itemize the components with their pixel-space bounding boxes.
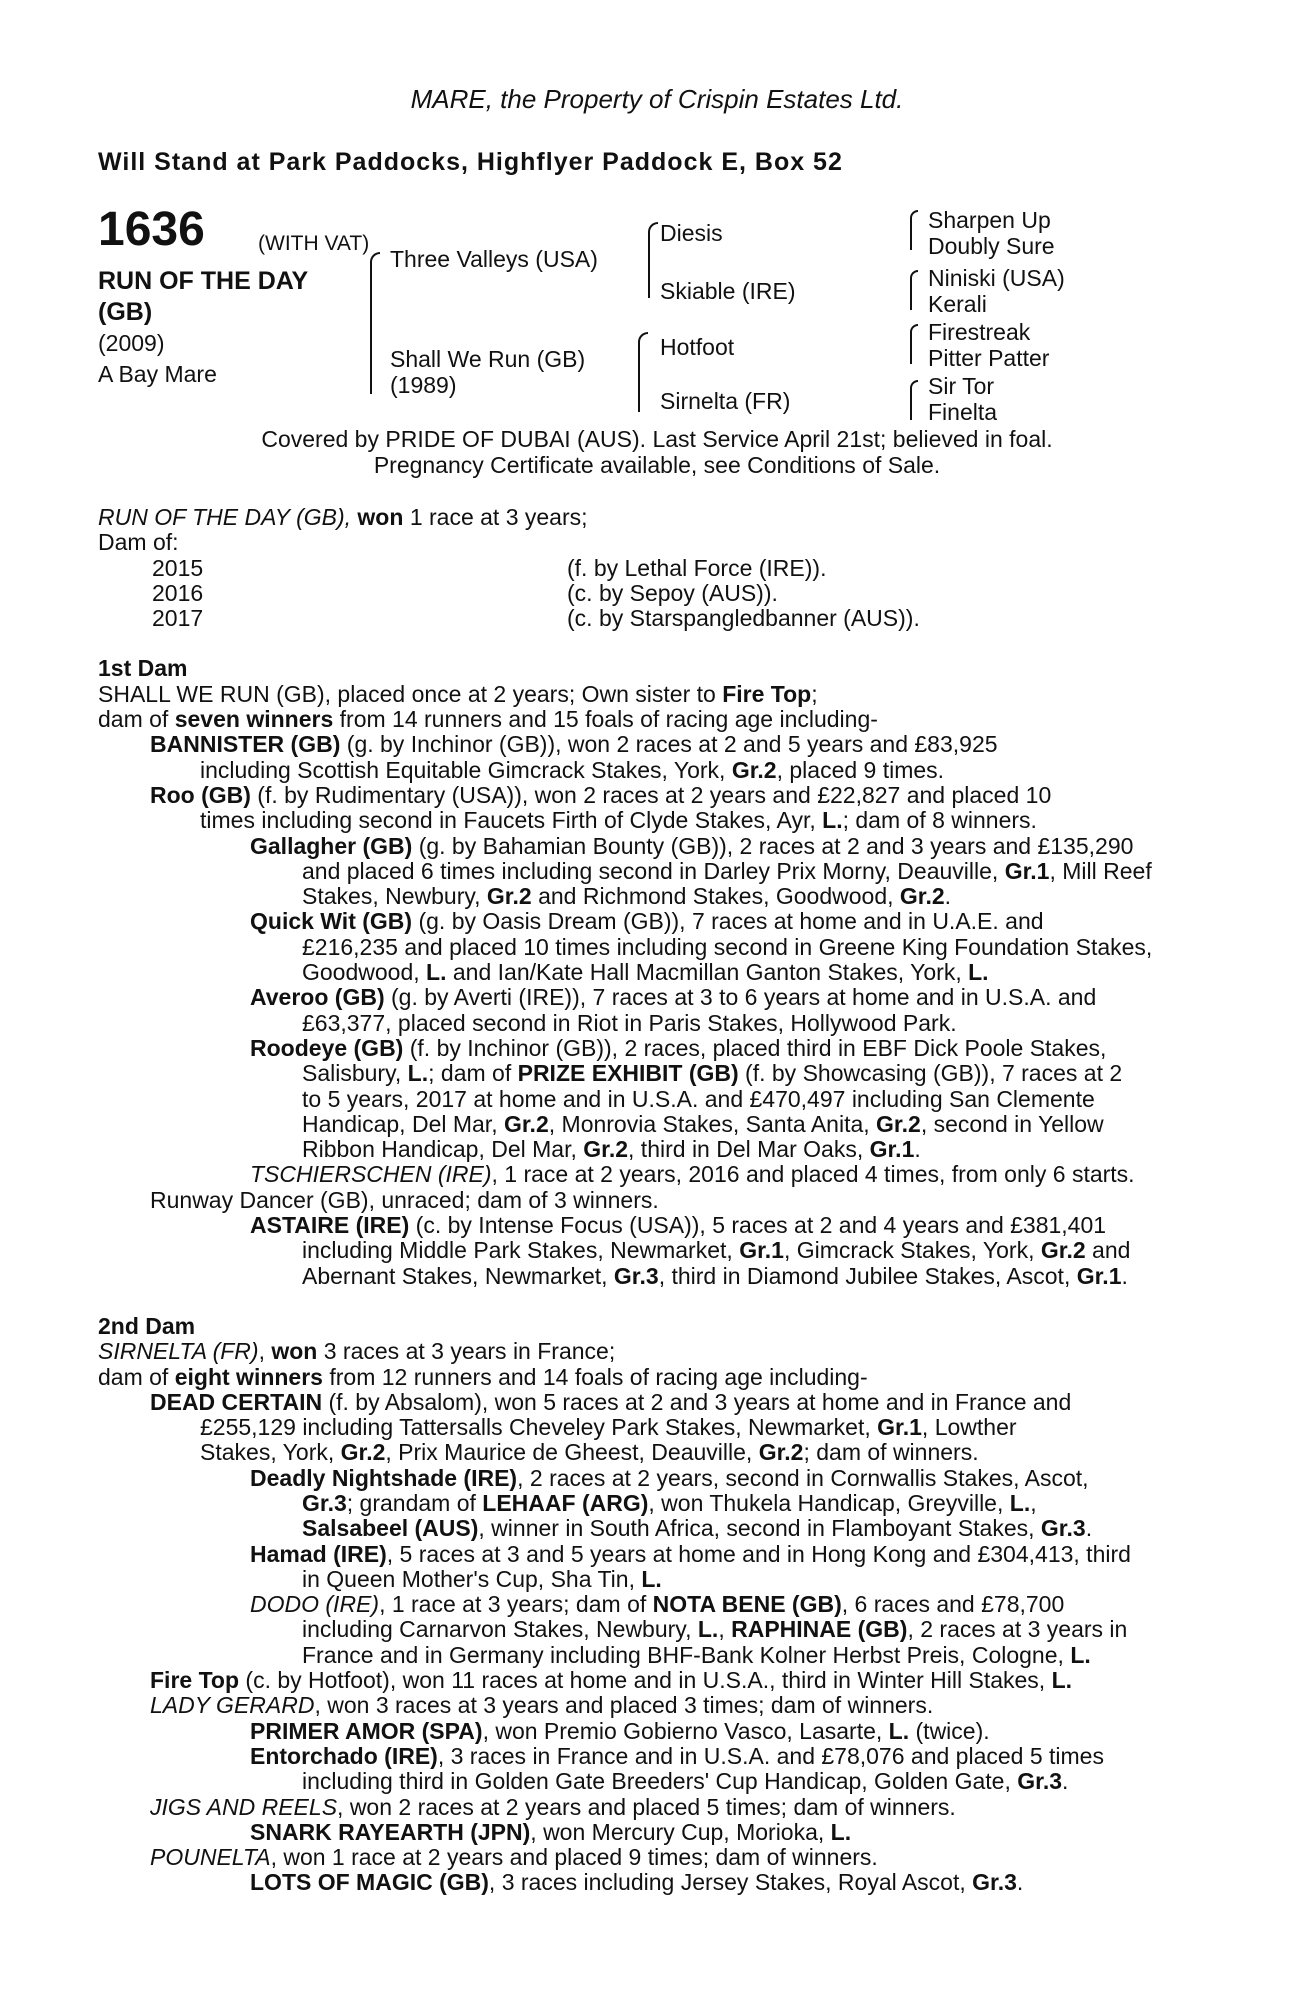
pedigree-entry: France and in Germany including BHF-Bank Kolner Herbst Preis, Cologne, L. [302,1641,1091,1668]
pedigree-sdd: Kerali [928,291,987,317]
pedigree-ddd: Finelta [928,399,998,425]
pedigree-entry: Abernant Stakes, Newmarket, Gr.3, third in Diamond Jubilee Stakes, Ascot, Gr.1. [302,1262,1128,1289]
first-dam-heading: 1st Dam [98,655,188,682]
pedigree-entry: including Middle Park Stakes, Newmarket, Gr.1, Gimcrack Stakes, York, Gr.2 and [302,1237,1131,1264]
pedigree-bracket [910,324,918,364]
pedigree-entry: PRIMER AMOR (SPA), won Premio Gobierno Vasco, Lasarte, L. (twice). [250,1717,990,1744]
pedigree-entry: DODO (IRE), 1 race at 3 years; dam of NOTA BENE (GB), 6 races and £78,700 [250,1591,1065,1618]
pedigree-entry: Gr.3; grandam of LEHAAF (ARG), won Thukela Handicap, Greyville, L., [302,1489,1037,1516]
pedigree-entry: Ribbon Handicap, Del Mar, Gr.2, third in Del Mar Oaks, Gr.1. [302,1136,921,1163]
pedigree-bracket [638,332,648,412]
cover-note: Covered by PRIDE OF DUBAI (AUS). Last Service April 21st; believed in foal. [261,426,1053,452]
pedigree-sire-dam: Skiable (IRE) [660,278,796,304]
stand-location: Will Stand at Park Paddocks, Highflyer Paddock E, Box 52 [98,148,843,176]
pedigree-entry: Roodeye (GB) (f. by Inchinor (GB)), 2 races, placed third in EBF Dick Poole Stakes, [250,1034,1107,1061]
pedigree-entry: LOTS OF MAGIC (GB), 3 races including Jersey Stakes, Royal Ascot, Gr.3. [250,1869,1024,1896]
pedigree-entry: Roo (GB) (f. by Rudimentary (USA)), won 2 races at 2 years and £22,827 and placed 10 [150,781,1052,808]
second-dam-heading: 2nd Dam [98,1312,196,1339]
pedigree-entry: Gallagher (GB) (g. by Bahamian Bounty (GB)), 2 races at 2 and 3 years and £135,290 [250,832,1134,859]
pedigree-bracket [370,252,380,394]
catalogue-body [98,505,1208,1896]
pedigree-sire: Three Valleys (USA) [390,246,598,272]
produce-row: 2017 (c. by Starspangledbanner (AUS)). [152,605,920,632]
pedigree-entry: to 5 years, 2017 at home and in U.S.A. and £470,497 including San Clemente [302,1085,1095,1112]
pedigree-dam-year: (1989) [390,372,457,398]
pedigree-dss: Firestreak [928,319,1031,345]
pedigree-dds: Sir Tor [928,373,995,399]
pedigree-entry: and placed 6 times including second in Darley Prix Morny, Deauville, Gr.1, Mill Reef [302,857,1152,884]
pedigree-entry: Salisbury, L.; dam of PRIZE EXHIBIT (GB) (f. by Showcasing (GB)), 7 races at 2 [302,1060,1123,1087]
pedigree-dam-dam: Sirnelta (FR) [660,388,791,414]
pedigree-entry: £255,129 including Tattersalls Cheveley Park Stakes, Newmarket, Gr.1, Lowther [200,1414,1017,1441]
pedigree-entry: Entorchado (IRE), 3 races in France and in U.S.A. and £78,076 and placed 5 times [250,1742,1104,1769]
pedigree-entry: Fire Top (c. by Hotfoot), won 11 races at home and in U.S.A., third in Winter Hill Stakes, L. [150,1667,1073,1694]
pedigree-entry: including third in Golden Gate Breeders' Cup Handicap, Golden Gate, Gr.3. [302,1768,1069,1795]
produce-intro: RUN OF THE DAY (GB), won 1 race at 3 years; [98,504,588,530]
foaling-year: (2009) [98,330,165,356]
pedigree-entry: Salsabeel (AUS), winner in South Africa, second in Flamboyant Stakes, Gr.3. [302,1515,1093,1542]
pedigree-entry: Quick Wit (GB) (g. by Oasis Dream (GB)), 7 races at home and in U.A.E. and [250,908,1044,935]
pedigree-entry: Deadly Nightshade (IRE), 2 races at 2 years, second in Cornwallis Stakes, Ascot, [250,1464,1089,1491]
pedigree-entry: £63,377, placed second in Riot in Paris Stakes, Hollywood Park. [302,1009,957,1036]
pedigree-ssd: Doubly Sure [928,233,1055,259]
pedigree-entry: in Queen Mother's Cup, Sha Tin, L. [302,1565,662,1592]
dam-of-label: Dam of: [98,529,179,556]
pedigree-sss: Sharpen Up [928,207,1051,233]
pedigree-entry: ASTAIRE (IRE) (c. by Intense Focus (USA)), 5 races at 2 and 4 years and £381,401 [250,1212,1107,1239]
horse-name: RUN OF THE DAY [98,267,309,295]
pedigree-entry: including Carnarvon Stakes, Newbury, L., RAPHINAE (GB), 2 races at 3 years in [302,1616,1128,1643]
produce-row: 2015 (f. by Lethal Force (IRE)). [152,554,827,581]
pedigree-entry: BANNISTER (GB) (g. by Inchinor (GB)), won 2 races at 2 and 5 years and £83,925 [150,731,998,758]
pedigree-sire-sire: Diesis [660,220,723,246]
pedigree-entry: SNARK RAYEARTH (JPN), won Mercury Cup, Morioka, L. [250,1818,852,1845]
pedigree-dsd: Pitter Patter [928,345,1050,371]
first-dam-line: dam of seven winners from 14 runners and 15 foals of racing age including- [98,706,878,733]
pedigree-bracket [648,222,658,298]
lot-number: 1636 [98,203,205,256]
pedigree-entry: Hamad (IRE), 5 races at 3 and 5 years at home and in Hong Kong and £304,413, third [250,1540,1131,1567]
pedigree-entry: £216,235 and placed 10 times including second in Greene King Foundation Stakes, [302,933,1153,960]
page-title: MARE, the Property of Crispin Estates Ltd. [410,84,904,114]
pregnancy-note: Pregnancy Certificate available, see Conditions of Sale. [373,452,941,478]
horse-origin: (GB) [98,298,153,326]
pedigree-entry: TSCHIERSCHEN (IRE), 1 race at 2 years, 2016 and placed 4 times, from only 6 starts. [250,1161,1135,1188]
pedigree-entry: Averoo (GB) (g. by Averti (IRE)), 7 races at 3 to 6 years at home and in U.S.A. and [250,984,1097,1011]
horse-identity [98,266,308,390]
pedigree-entry: times including second in Faucets Firth of Clyde Stakes, Ayr, L.; dam of 8 winners. [200,807,1037,834]
vat-note: (WITH VAT) [258,232,370,255]
second-dam-line: dam of eight winners from 12 runners and 14 foals of racing age including- [98,1363,868,1390]
pedigree-dam-sire: Hotfoot [660,334,735,360]
pedigree-dam: Shall We Run (GB) [390,346,586,372]
pedigree-entry: Runway Dancer (GB), unraced; dam of 3 winners. [150,1186,659,1213]
pedigree-entry: DEAD CERTAIN (f. by Absalom), won 5 races at 2 and 3 years at home and in France and [150,1388,1072,1415]
pedigree-entry: Goodwood, L. and Ian/Kate Hall Macmillan Ganton Stakes, York, L. [302,959,989,986]
pedigree-entry: LADY GERARD, won 3 races at 3 years and placed 3 times; dam of winners. [150,1692,934,1719]
pedigree-bracket [910,380,918,420]
pedigree-entry: including Scottish Equitable Gimcrack Stakes, York, Gr.2, placed 9 times. [200,756,945,783]
pedigree-bracket [910,270,918,310]
horse-description: A Bay Mare [98,361,217,387]
pedigree-entry: Handicap, Del Mar, Gr.2, Monrovia Stakes, Santa Anita, Gr.2, second in Yellow [302,1110,1104,1137]
pedigree-bracket [910,210,918,250]
produce-row: 2016 (c. by Sepoy (AUS)). [152,579,778,606]
pedigree-entry: Stakes, Newbury, Gr.2 and Richmond Stakes, Goodwood, Gr.2. [302,883,952,910]
first-dam-line: SHALL WE RUN (GB), placed once at 2 years; Own sister to Fire Top; [98,680,818,707]
pedigree-entry: POUNELTA, won 1 race at 2 years and placed 9 times; dam of winners. [150,1844,878,1871]
pedigree-sds: Niniski (USA) [928,265,1065,291]
pedigree-entry: JIGS AND REELS, won 2 races at 2 years and placed 5 times; dam of winners. [150,1793,956,1820]
second-dam-line: SIRNELTA (FR), won 3 races at 3 years in France; [98,1338,616,1365]
pedigree-entry: Stakes, York, Gr.2, Prix Maurice de Gheest, Deauville, Gr.2; dam of winners. [200,1439,979,1466]
